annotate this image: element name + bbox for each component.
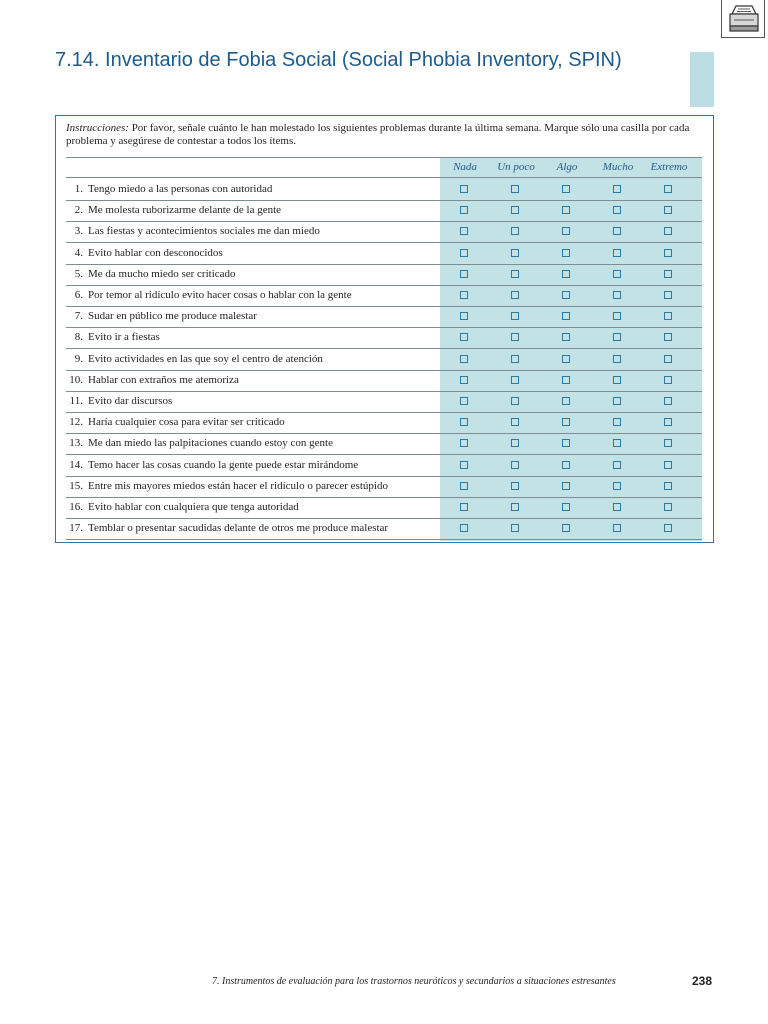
checkbox-extremo[interactable] <box>664 355 672 363</box>
checkbox-extremo[interactable] <box>664 524 672 532</box>
checkbox-mucho[interactable] <box>613 461 621 469</box>
checkbox-algo[interactable] <box>562 312 570 320</box>
checkbox-mucho[interactable] <box>613 227 621 235</box>
column-header-un-poco: Un poco <box>497 161 535 173</box>
checkbox-nada[interactable] <box>460 418 468 426</box>
item-number: 1. <box>74 183 83 195</box>
checkbox-un-poco[interactable] <box>511 312 519 320</box>
checkbox-extremo[interactable] <box>664 439 672 447</box>
item-text: Me molesta ruborizarme delante de la gente <box>88 204 282 217</box>
checkbox-extremo[interactable] <box>664 249 672 257</box>
checkbox-nada[interactable] <box>460 206 468 214</box>
checkbox-algo[interactable] <box>562 482 570 490</box>
checkbox-nada[interactable] <box>460 397 468 405</box>
checkbox-nada[interactable] <box>460 270 468 278</box>
checkbox-mucho[interactable] <box>613 439 621 447</box>
checkbox-algo[interactable] <box>562 439 570 447</box>
column-header-algo: Algo <box>556 161 578 173</box>
checkbox-algo[interactable] <box>562 270 570 278</box>
checkbox-mucho[interactable] <box>613 312 621 320</box>
checkbox-extremo[interactable] <box>664 312 672 320</box>
checkbox-un-poco[interactable] <box>511 503 519 511</box>
checkbox-extremo[interactable] <box>664 206 672 214</box>
item-row <box>66 200 702 221</box>
item-row <box>66 327 702 348</box>
instructions-lead: Instrucciones: <box>66 122 129 134</box>
checkbox-mucho[interactable] <box>613 503 621 511</box>
checkbox-algo[interactable] <box>562 333 570 341</box>
checkbox-algo[interactable] <box>562 227 570 235</box>
checkbox-un-poco[interactable] <box>511 206 519 214</box>
item-row <box>66 518 702 539</box>
checkbox-algo[interactable] <box>562 206 570 214</box>
checkbox-nada[interactable] <box>460 312 468 320</box>
item-number: 13. <box>69 437 83 450</box>
item-row <box>66 285 702 306</box>
column-header-nada: Nada <box>453 161 477 173</box>
checkbox-mucho[interactable] <box>613 333 621 341</box>
item-text: Hablar con extraños me atemoriza <box>88 373 239 386</box>
page-number: 238 <box>692 974 713 988</box>
column-header-mucho: Mucho <box>602 161 634 173</box>
checkbox-un-poco[interactable] <box>511 376 519 384</box>
checkbox-un-poco[interactable] <box>511 397 519 405</box>
checkbox-nada[interactable] <box>460 503 468 511</box>
checkbox-un-poco[interactable] <box>511 249 519 257</box>
header-rule-bottom <box>66 177 702 178</box>
checkbox-mucho[interactable] <box>613 249 621 257</box>
checkbox-un-poco[interactable] <box>511 482 519 490</box>
item-text: Evito dar discursos <box>88 395 173 407</box>
column-header-extremo: Extremo <box>650 161 688 173</box>
item-row <box>66 476 702 497</box>
checkbox-algo[interactable] <box>562 418 570 426</box>
checkbox-extremo[interactable] <box>664 333 672 341</box>
checkbox-extremo[interactable] <box>664 227 672 235</box>
item-text: Evito hablar con cualquiera que tenga autoridad <box>88 501 299 513</box>
item-number: 4. <box>74 246 83 259</box>
item-number: 12. <box>69 416 83 429</box>
item-text: Evito hablar con desconocidos <box>88 246 223 259</box>
checkbox-algo[interactable] <box>562 461 570 469</box>
item-row <box>66 264 702 285</box>
checkbox-mucho[interactable] <box>613 206 621 214</box>
item-text: Me da mucho miedo ser criticado <box>88 267 236 280</box>
item-row <box>66 370 702 391</box>
item-text: Me dan miedo las palpitaciones cuando estoy con gente <box>88 437 333 450</box>
item-number: 11. <box>69 395 83 407</box>
checkbox-un-poco[interactable] <box>511 333 519 341</box>
item-number: 14. <box>69 458 83 471</box>
checkbox-mucho[interactable] <box>613 291 621 299</box>
item-number: 17. <box>69 522 83 535</box>
checkbox-un-poco[interactable] <box>511 418 519 426</box>
checkbox-un-poco[interactable] <box>511 439 519 447</box>
checkbox-nada[interactable] <box>460 227 468 235</box>
checkbox-un-poco[interactable] <box>511 291 519 299</box>
item-row <box>66 433 702 454</box>
checkbox-mucho[interactable] <box>613 376 621 384</box>
item-text: Sudar en público me produce malestar <box>88 310 257 323</box>
checkbox-un-poco[interactable] <box>511 185 519 193</box>
item-text: Haría cualquier cosa para evitar ser criticado <box>88 416 285 429</box>
checkbox-nada[interactable] <box>460 291 468 299</box>
checkbox-nada[interactable] <box>460 355 468 363</box>
item-row <box>66 306 702 327</box>
checkbox-un-poco[interactable] <box>511 270 519 278</box>
item-text: Entre mis mayores miedos están hacer el ridículo o parecer estúpido <box>88 479 388 492</box>
checkbox-mucho[interactable] <box>613 482 621 490</box>
print-button[interactable] <box>721 0 765 38</box>
checkbox-nada[interactable] <box>460 333 468 341</box>
checkbox-un-poco[interactable] <box>511 461 519 469</box>
chapter-tab <box>690 52 714 107</box>
item-number: 7. <box>74 310 83 323</box>
checkbox-algo[interactable] <box>562 249 570 257</box>
item-number: 9. <box>74 352 83 365</box>
checkbox-nada[interactable] <box>460 249 468 257</box>
checkbox-nada[interactable] <box>460 482 468 490</box>
checkbox-extremo[interactable] <box>664 376 672 384</box>
item-number: 10. <box>69 373 83 386</box>
checkbox-extremo[interactable] <box>664 291 672 299</box>
checkbox-mucho[interactable] <box>613 524 621 532</box>
instructions-text: Por favor, señale cuánto le han molestado los siguientes problemas durante la última semana. Marque sólo una casilla por cada problema y asegúrese de contestar a todos los ítems. <box>66 122 690 147</box>
item-row <box>66 412 702 433</box>
page-title: 7.14. Inventario de Fobia Social (Social Phobia Inventory, SPIN) <box>55 49 622 71</box>
checkbox-mucho[interactable] <box>613 270 621 278</box>
item-text: Temo hacer las cosas cuando la gente puede estar mirándome <box>88 458 359 471</box>
checkbox-mucho[interactable] <box>613 418 621 426</box>
checkbox-algo[interactable] <box>562 524 570 532</box>
checkbox-extremo[interactable] <box>664 418 672 426</box>
checkbox-extremo[interactable] <box>664 461 672 469</box>
item-row <box>66 221 702 242</box>
item-number: 8. <box>74 331 83 344</box>
printer-icon <box>728 4 760 34</box>
item-number: 16. <box>69 501 83 513</box>
checkbox-nada[interactable] <box>460 439 468 447</box>
item-row <box>66 497 702 518</box>
checkbox-mucho[interactable] <box>613 185 621 193</box>
page-footer: 7. Instrumentos de evaluación para los trastornos neuróticos y secundarios a situaciones estresantes <box>212 976 616 987</box>
item-number: 15. <box>69 479 83 492</box>
item-row <box>66 243 702 264</box>
questionnaire-box <box>55 115 714 543</box>
checkbox-un-poco[interactable] <box>511 355 519 363</box>
item-row <box>66 455 702 476</box>
checkbox-extremo[interactable] <box>664 185 672 193</box>
item-row <box>66 391 702 412</box>
item-row <box>66 349 702 370</box>
row-divider <box>66 539 702 540</box>
item-text: Las fiestas y acontecimientos sociales me dan miedo <box>88 225 320 238</box>
checkbox-nada[interactable] <box>460 376 468 384</box>
item-number: 5. <box>74 267 83 280</box>
checkbox-extremo[interactable] <box>664 397 672 405</box>
checkbox-algo[interactable] <box>562 355 570 363</box>
checkbox-algo[interactable] <box>562 397 570 405</box>
item-text: Evito actividades en las que soy el centro de atención <box>88 352 323 365</box>
checkbox-algo[interactable] <box>562 503 570 511</box>
checkbox-nada[interactable] <box>460 461 468 469</box>
checkbox-extremo[interactable] <box>664 270 672 278</box>
header-rule-top <box>66 157 702 158</box>
item-text: Por temor al ridículo evito hacer cosas o hablar con la gente <box>88 289 352 301</box>
instructions <box>66 122 696 148</box>
checkbox-un-poco[interactable] <box>511 524 519 532</box>
checkbox-algo[interactable] <box>562 291 570 299</box>
item-text: Tengo miedo a las personas con autoridad <box>88 183 273 195</box>
checkbox-mucho[interactable] <box>613 355 621 363</box>
checkbox-nada[interactable] <box>460 185 468 193</box>
checkbox-extremo[interactable] <box>664 503 672 511</box>
checkbox-un-poco[interactable] <box>511 227 519 235</box>
item-text: Temblar o presentar sacudidas delante de otros me produce malestar <box>88 522 389 535</box>
item-number: 3. <box>74 225 83 238</box>
item-number: 6. <box>74 289 83 301</box>
item-text: Evito ir a fiestas <box>88 331 160 344</box>
item-row <box>66 179 702 200</box>
checkbox-extremo[interactable] <box>664 482 672 490</box>
checkbox-algo[interactable] <box>562 185 570 193</box>
checkbox-mucho[interactable] <box>613 397 621 405</box>
checkbox-algo[interactable] <box>562 376 570 384</box>
checkbox-nada[interactable] <box>460 524 468 532</box>
item-number: 2. <box>74 204 83 217</box>
